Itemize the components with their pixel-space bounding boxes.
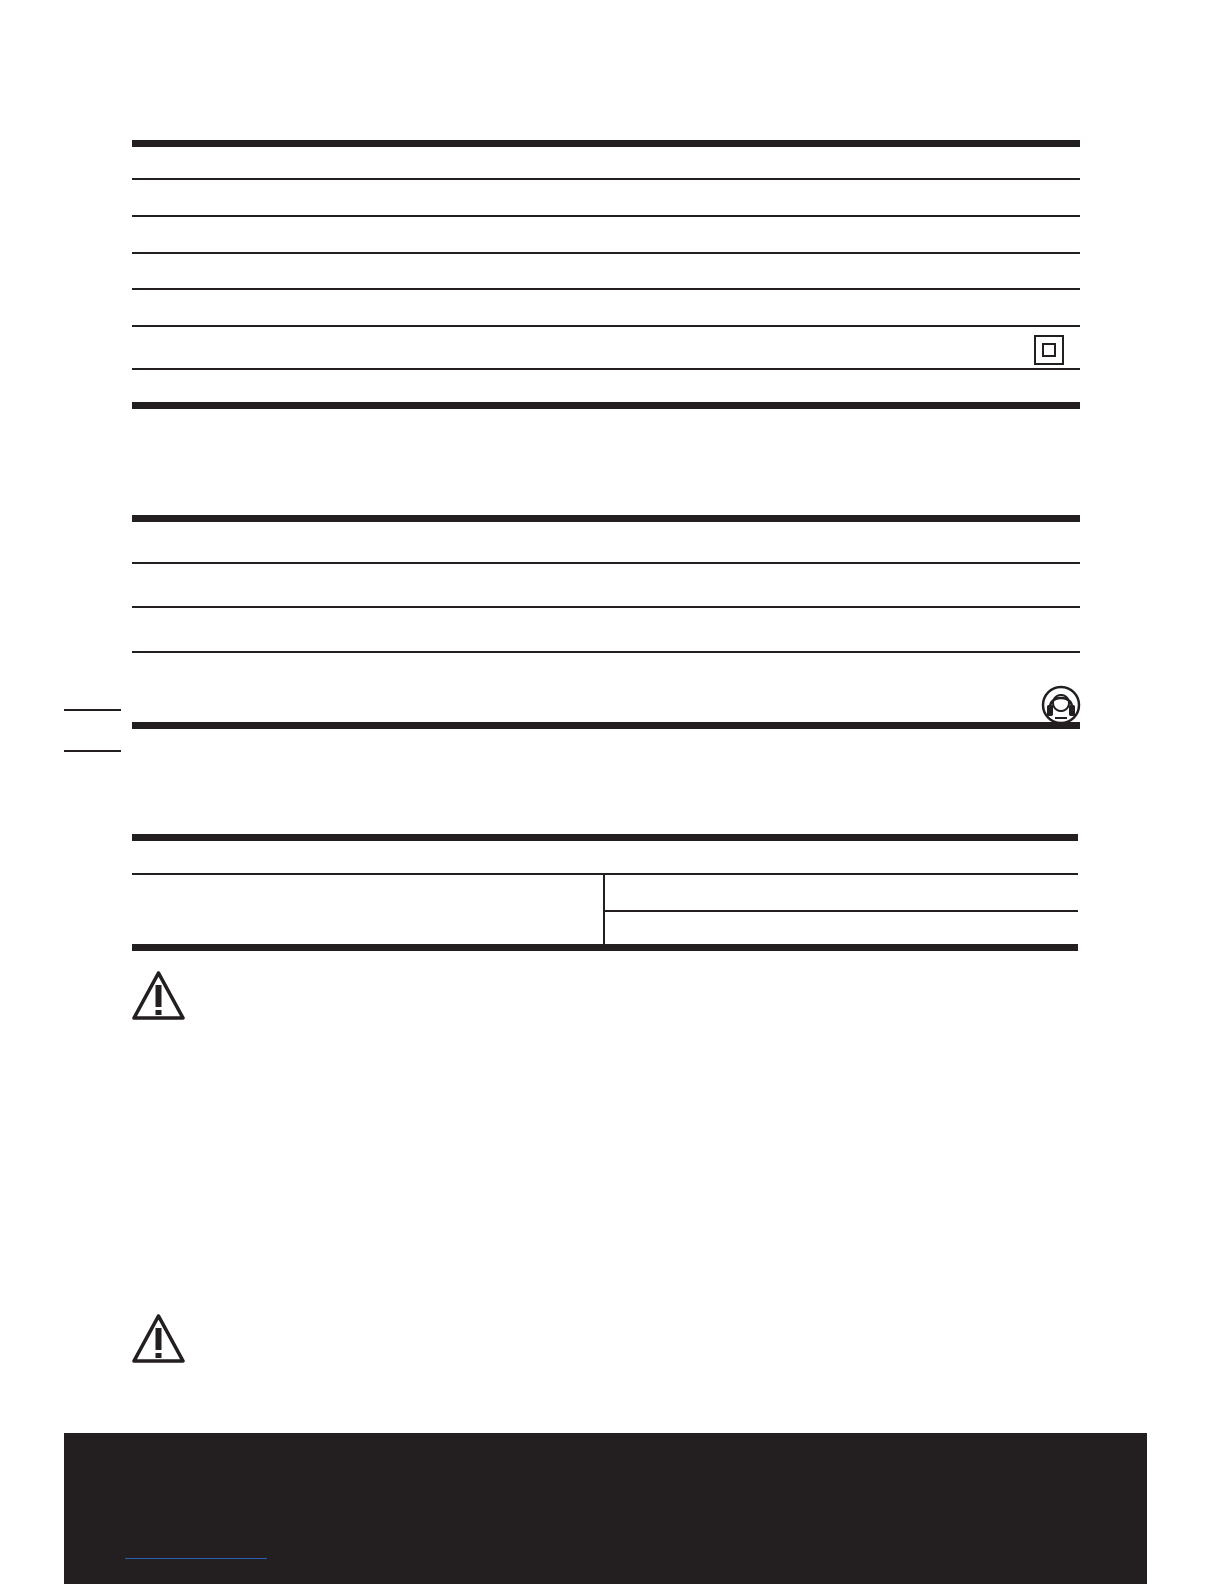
footer-link-underline[interactable] bbox=[125, 1558, 267, 1559]
class-ii-double-insulation-icon bbox=[1034, 335, 1064, 365]
table-row-divider bbox=[132, 368, 1080, 370]
table-row-divider bbox=[132, 562, 1080, 564]
footer-band bbox=[64, 1433, 1147, 1584]
table-top-border bbox=[132, 834, 1078, 841]
side-tab-mark-top bbox=[64, 709, 121, 711]
table-row-divider bbox=[132, 288, 1080, 290]
table-row-divider bbox=[132, 178, 1080, 180]
table-row-divider bbox=[132, 325, 1080, 327]
table-top-border bbox=[132, 140, 1080, 147]
side-tab-mark-bottom bbox=[64, 750, 121, 752]
table-row-divider bbox=[132, 651, 1080, 653]
table-row-divider bbox=[132, 873, 1078, 875]
table-row-divider bbox=[132, 252, 1080, 254]
warning-triangle-icon bbox=[131, 970, 186, 1022]
table-row-divider bbox=[132, 606, 1080, 608]
table-bottom-border bbox=[132, 722, 1080, 729]
table-top-border bbox=[132, 515, 1080, 522]
wear-ear-protection-icon bbox=[1041, 685, 1081, 725]
warning-triangle-icon bbox=[131, 1313, 186, 1365]
table-bottom-border bbox=[132, 402, 1080, 409]
table-bottom-border bbox=[132, 944, 1078, 951]
table-row-divider bbox=[605, 910, 1078, 912]
table-row-divider bbox=[132, 215, 1080, 217]
